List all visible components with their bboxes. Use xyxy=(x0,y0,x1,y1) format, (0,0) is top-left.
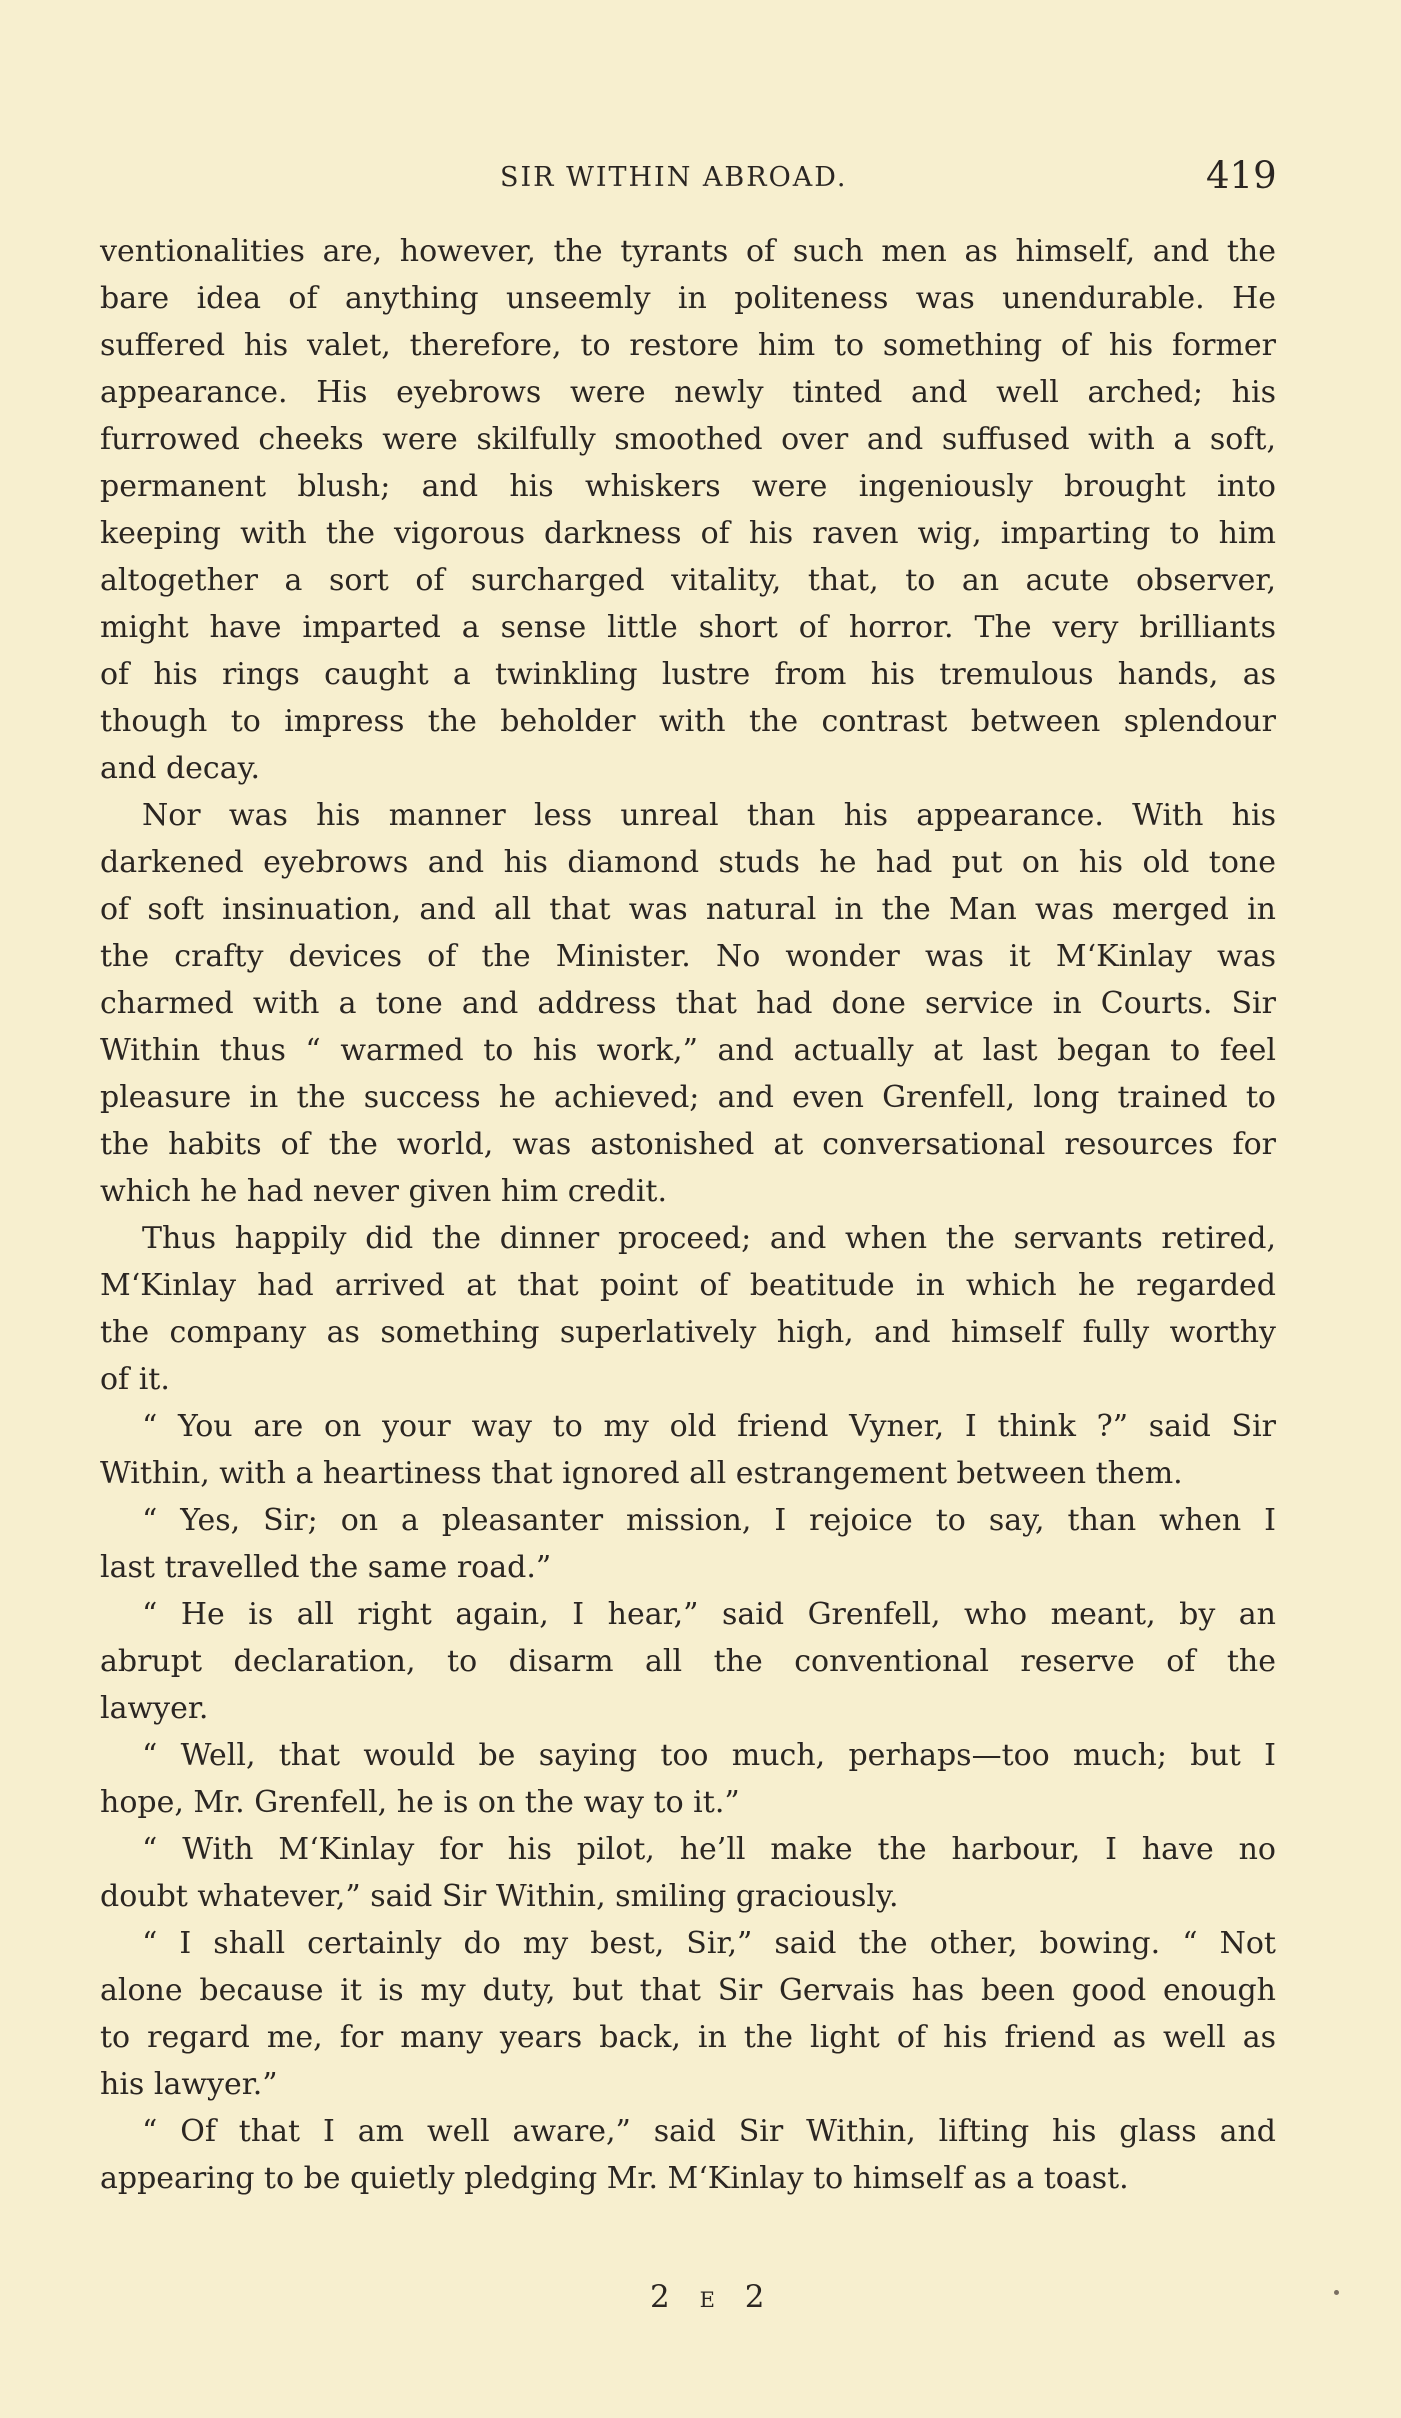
signature-part: 2 xyxy=(744,2279,775,2315)
text-line: Within, with a heartiness that ignored all estrangement between them. xyxy=(100,1456,1183,1491)
text-line: Nor was his manner less unreal than his appearance. With his xyxy=(142,798,1276,833)
text-line: bare idea of anything unseemly in politeness was unendurable. He xyxy=(100,281,1276,316)
page-number: 419 xyxy=(1206,154,1277,197)
text-line: “ Yes, Sir; on a pleasanter mission, I rejoice to say, than when I xyxy=(142,1503,1276,1538)
text-line: darkened eyebrows and his diamond studs he had put on his old tone xyxy=(100,845,1276,880)
text-line: “ Well, that would be saying too much, perhaps—too much; but I xyxy=(142,1738,1276,1773)
running-head xyxy=(0,150,1401,210)
text-line: ventionalities are, however, the tyrants of such men as himself, and the xyxy=(100,234,1276,269)
paragraph xyxy=(100,1497,1276,1591)
text-line: appearing to be quietly pledging Mr. M‘Kinlay to himself as a toast. xyxy=(100,2161,1129,2196)
text-line: furrowed cheeks were skilfully smoothed over and suffused with a soft, xyxy=(100,422,1276,457)
text-line: hope, Mr. Grenfell, he is on the way to it.” xyxy=(100,1785,740,1820)
paragraph xyxy=(100,1403,1276,1497)
text-line: “ With M‘Kinlay for his pilot, he’ll make the harbour, I have no xyxy=(142,1832,1276,1867)
text-line: alone because it is my duty, but that Sir Gervais has been good enough xyxy=(100,1973,1276,2008)
paragraph xyxy=(100,228,1276,792)
text-line: keeping with the vigorous darkness of his raven wig, imparting to him xyxy=(100,516,1276,551)
page-speck xyxy=(1334,2290,1339,2295)
paragraph xyxy=(100,1920,1276,2108)
text-line: the habits of the world, was astonished at conversational resources for xyxy=(100,1127,1276,1162)
text-line: last travelled the same road.” xyxy=(100,1550,552,1585)
text-line: the company as something superlatively high, and himself fully worthy xyxy=(100,1315,1276,1350)
paragraph xyxy=(100,1826,1276,1920)
text-line: of it. xyxy=(100,1362,170,1397)
printer-signature-mark xyxy=(650,2279,775,2315)
signature-part: E xyxy=(699,2288,725,2312)
text-line: charmed with a tone and address that had done service in Courts. Sir xyxy=(100,986,1276,1021)
paragraph xyxy=(100,1215,1276,1403)
signature-part: 2 xyxy=(650,2279,680,2315)
body-text xyxy=(100,228,1276,2202)
text-line: Within thus “ warmed to his work,” and actually at last began to feel xyxy=(100,1033,1276,1068)
text-line: abrupt declaration, to disarm all the conventional reserve of the xyxy=(100,1644,1276,1679)
text-line: though to impress the beholder with the contrast between splendour xyxy=(100,704,1276,739)
text-line: lawyer. xyxy=(100,1691,209,1726)
text-line: “ You are on your way to my old friend Vyner, I think ?” said Sir xyxy=(142,1409,1276,1444)
text-line: “ Of that I am well aware,” said Sir Within, lifting his glass and xyxy=(142,2114,1276,2149)
text-line: M‘Kinlay had arrived at that point of beatitude in which he regarded xyxy=(100,1268,1276,1303)
text-line: which he had never given him credit. xyxy=(100,1174,668,1209)
text-line: pleasure in the success he achieved; and even Grenfell, long trained to xyxy=(100,1080,1276,1115)
paragraph xyxy=(100,1591,1276,1732)
text-line: “ I shall certainly do my best, Sir,” said the other, bowing. “ Not xyxy=(142,1926,1276,1961)
text-line: permanent blush; and his whiskers were ingeniously brought into xyxy=(100,469,1276,504)
text-line: suffered his valet, therefore, to restore him to something of his former xyxy=(100,328,1276,363)
text-line: of his rings caught a twinkling lustre from his tremulous hands, as xyxy=(100,657,1276,692)
paragraph xyxy=(100,1732,1276,1826)
text-line: to regard me, for many years back, in the light of his friend as well as xyxy=(100,2020,1276,2055)
text-line: Thus happily did the dinner proceed; and when the servants retired, xyxy=(142,1221,1276,1256)
text-line: of soft insinuation, and all that was natural in the Man was merged in xyxy=(100,892,1276,927)
running-title: SIR WITHIN ABROAD. xyxy=(500,162,848,193)
text-line: “ He is all right again, I hear,” said Grenfell, who meant, by an xyxy=(142,1597,1276,1632)
text-line: the crafty devices of the Minister. No wonder was it M‘Kinlay was xyxy=(100,939,1276,974)
text-line: appearance. His eyebrows were newly tinted and well arched; his xyxy=(100,375,1276,410)
text-line: and decay. xyxy=(100,751,261,786)
text-line: his lawyer.” xyxy=(100,2067,278,2102)
text-line: might have imparted a sense little short of horror. The very brilliants xyxy=(100,610,1276,645)
paragraph xyxy=(100,792,1276,1215)
paragraph xyxy=(100,2108,1276,2202)
text-line: doubt whatever,” said Sir Within, smiling graciously. xyxy=(100,1879,899,1914)
text-line: altogether a sort of surcharged vitality, that, to an acute observer, xyxy=(100,563,1276,598)
